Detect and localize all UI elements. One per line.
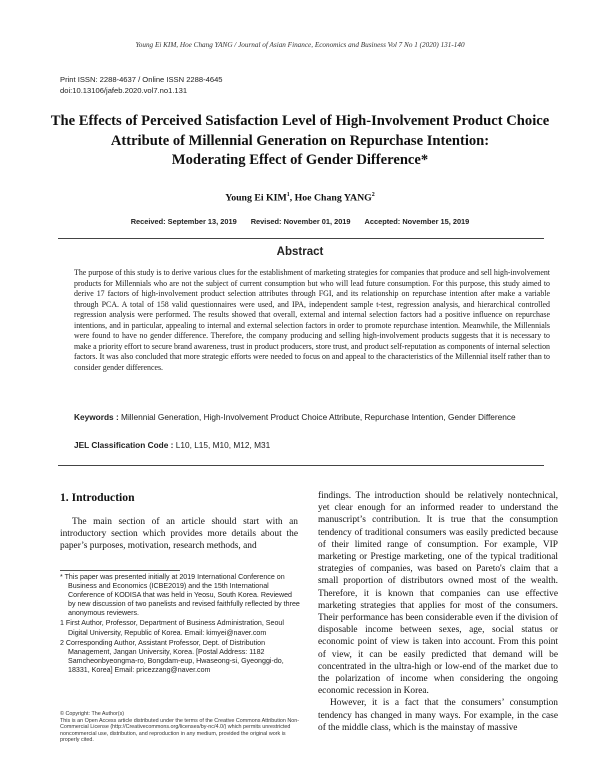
keywords-label: Keywords : (74, 412, 119, 422)
footnote-star: * This paper was presented initially at 2019 International Conference on Business and Economics (ICBE2019) and the 15th International Conference of KODISA that was held in Yeosu, South Korea. Reviewed by new discussion of two panelists and revised faithfully reflected by three anonymous reviewers. (60, 573, 300, 618)
author-1-affiliation: 1 (286, 192, 290, 198)
footnotes (60, 573, 300, 676)
issn-block (60, 75, 223, 96)
jel-label: JEL Classification Code : (74, 440, 174, 450)
jel-codes (74, 440, 270, 450)
abstract-bottom-rule (58, 465, 544, 466)
abstract-text: The purpose of this study is to derive various clues for the establishment of marketing strategies for companies that produce and sell high-involvement products for Millennials who are not the subject of current consumption but who will lead future consumption. For this purpose, this study aimed to derive 17 factors of high-involvement product selection attributes through FGI, and its relationship on repurchase intention after make a variable through PCA. A total of 158 valid questionnaires were used, and IPA, independent sample t-test, regression analysis, and hierarchical controlled regression analysis were performed. The results showed that overall, external and internal selection factors had a positive influence on repurchase intentions, and in particular, appealing to internal and external selection factors in order to promote repurchase intention. Meanwhile, the Millennials were found to have no gender difference. Therefore, the company producing and selling high-involvement products suggests that it is necessary to make a priority effort to secure brand awareness, trust in product producers, store trust, and product self-reputation as components of internal selection factors. It was also concluded that more strategic efforts were needed to focus on and appeal to the characteristics of the Millennial itself rather than to consider gender differences. (74, 268, 550, 372)
title-line-2: Attribute of Millennial Generation on Repurchase Intention: (110, 132, 490, 149)
accepted-date: Accepted: November 15, 2019 (364, 217, 470, 226)
author-2-affiliation: 2 (371, 192, 375, 198)
author-list (0, 192, 600, 203)
title-line-3: Moderating Effect of Gender Difference* (171, 152, 429, 168)
author-1: Young Ei KIM (225, 192, 287, 204)
keywords (74, 412, 550, 422)
section-heading-introduction: 1. Introduction (60, 491, 135, 504)
doi-line: doi:10.13106/jafeb.2020.vol7.no1.131 (60, 85, 188, 95)
jel-text: L10, L15, M10, M12, M31 (173, 440, 271, 450)
footnote-rule (60, 570, 180, 571)
abstract-heading: Abstract (276, 246, 324, 258)
intro-right-column (318, 490, 558, 734)
running-head: Young Ei KIM, Hoe Chang YANG / Journal of Asian Finance, Economics and Business Vol 7 No 1 (2020) 131-140 (135, 41, 465, 49)
title-line-1: The Effects of Perceived Satisfaction Level of High-Involvement Product Choice (50, 113, 550, 129)
revised-date: Revised: November 01, 2019 (250, 217, 351, 226)
footnote-1: 1 First Author, Professor, Department of Business Administration, Seoul Digital University, Republic of Korea. Email: kimyei@naver.com (60, 619, 284, 637)
publication-dates (0, 217, 600, 226)
intro-left-paragraph: The main section of an article should start with an introductory section which provides more details about the paper’s purposes, motivation, research methods, and (60, 517, 298, 552)
license-text: This is an Open Access article distributed under the terms of the Creative Commons Attribution Non-Commercial License (http://Creativecommons.org/licenses/by-nc/4.0/) which permits unrestricted noncommercial use, distribution, and reproduction in any medium, provided the original work is properly cited. (60, 717, 300, 744)
received-date: Received: September 13, 2019 (130, 217, 237, 226)
author-separator: , (289, 192, 295, 204)
issn-line: Print ISSN: 2288-4637 / Online ISSN 2288-4645 (60, 75, 223, 84)
author-2: Hoe Chang YANG (294, 192, 372, 204)
copyright-line: © Copyright: The Author(s) (60, 711, 125, 717)
abstract-top-rule (58, 238, 544, 239)
license-notice (60, 711, 302, 744)
paper-title (40, 112, 560, 171)
intro-right-paragraph-2: However, it is a fact that the consumers’ consumption tendency has changed in many ways. For example, in the case of the middle class, which is the mainstay of massive (318, 698, 558, 733)
intro-right-paragraph-1: findings. The introduction should be relatively nontechnical, yet clear enough for an informed reader to understand the manuscript’s contribution. It is true that the consumption tendency of traditional consumers was easily predicted because of their limited range of consumption. For example, VIP marketing or Prestige marketing, one of the typical traditional strategies of companies, was based on Pareto's claim that a small proportion of distributors owned most of the wealth. Therefore, it is known that companies can use effective marketing strategies that applies for most of the consumers. Their performance has been considerable even if the division of disposable income between sexes, age, social status or economic point of view is taken into account. From this point of view, it can be easily predicted that demand will be concentrated in the ultra-high or low-end of the market due to the polarization of income when considering the ongoing economic recession in Korea. (318, 491, 558, 697)
keywords-text: Millennial Generation, High-Involvement Product Choice Attribute, Repurchase Intention, Gender Difference (118, 412, 516, 422)
footnote-2: 2 Corresponding Author, Assistant Professor, Dept. of Distribution Management, Jangan University, Korea. [Postal Address: 1182 Samcheonbyeongma-ro, Bongdam-eup, Hwaseong-si, Gyeonggi-do, 18331, Korea] Email: pricezzang@naver.com (60, 638, 284, 674)
